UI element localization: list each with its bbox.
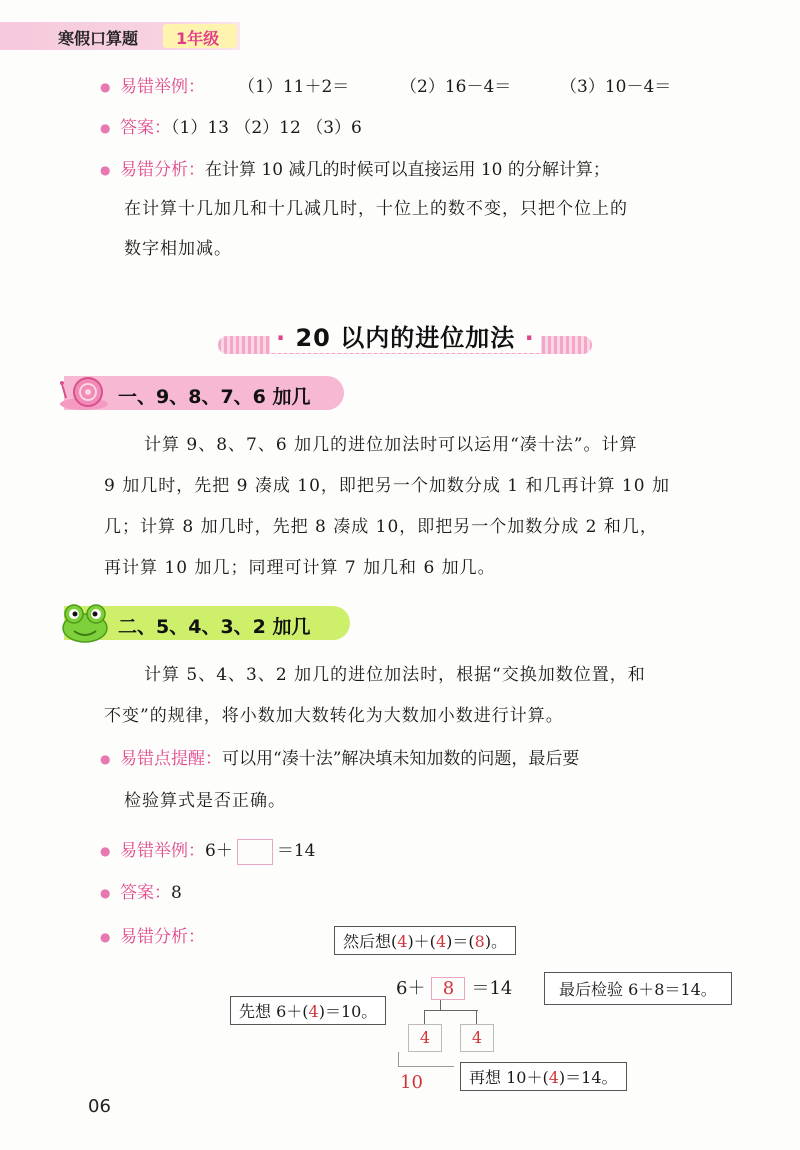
sub1-line-1: 计算 9、8、7、6 加几的进位加法时可以运用“凑十法”。计算 [144, 435, 638, 455]
sub1-line-3: 几；计算 8 加几时，先把 8 凑成 10，即把另一个加数分成 2 和几， [104, 517, 658, 537]
sub2-example-line [100, 836, 315, 866]
tip-label: 易错点提醒： [120, 749, 222, 769]
example-label: 易错举例： [120, 841, 205, 861]
example-item-2: （2）16－4＝ [400, 77, 512, 97]
example-item-1: （1）11＋2＝ [238, 77, 350, 97]
split-line [476, 1010, 477, 1024]
tip-line-1: 可以用“凑十法”解决填未知加数的问题，最后要 [222, 749, 580, 769]
example-label: 易错举例： [120, 77, 205, 97]
page-number: 06 [88, 1096, 111, 1117]
analysis-line-2: 在计算十几加几和十几减几时，十位上的数不变，只把个位上的 [124, 199, 628, 219]
answer-value: 8 [171, 883, 182, 903]
answer-text: （1）13 （2）12 （3）6 [171, 118, 362, 138]
section-title: · 20 以内的进位加法 · [270, 318, 541, 353]
bullet-icon: ● [100, 844, 111, 858]
snail-icon [58, 372, 110, 412]
bullet-icon: ● [100, 80, 111, 94]
example-left: 6＋ [205, 841, 233, 861]
tip-line-2: 检验算式是否正确。 [124, 791, 286, 811]
sub2-analysis-line [100, 922, 205, 952]
analysis-line-3: 数字相加减。 [124, 239, 232, 259]
sub2-line-1: 计算 5、4、3、2 加几的进位加法时，根据“交换加数位置，和 [144, 665, 646, 685]
bullet-icon: ● [100, 121, 111, 135]
sub2-line-2: 不变”的规律，将小数加大数转化为大数加小数进行计算。 [104, 706, 564, 726]
answer-label: 答案： [120, 118, 171, 138]
tip-line [100, 744, 579, 774]
bullet-icon: ● [100, 930, 111, 944]
sub1-line-4: 再计算 10 加几；同理可计算 7 加几和 6 加几。 [104, 558, 496, 578]
equation: 6＋ 8 ＝14 [396, 978, 513, 999]
frog-icon [60, 600, 110, 644]
intro-analysis-line [100, 155, 610, 185]
analysis-line-1: 在计算 10 减几的时候可以直接运用 10 的分解计算； [205, 160, 610, 180]
grade-label: 1年级 [176, 29, 220, 48]
then-think-bubble: 然后想(4)＋(4)＝(8)。 [334, 926, 516, 955]
example-right: ＝14 [276, 841, 316, 861]
analysis-label: 易错分析： [120, 927, 205, 947]
example-item-3: （3）10－4＝ [560, 77, 672, 97]
intro-answer-line [100, 113, 362, 143]
bullet-icon: ● [100, 886, 111, 900]
intro-example-line [100, 72, 205, 102]
bracket-line [398, 1066, 454, 1067]
sub2-answer-line [100, 878, 182, 908]
split-line [424, 1010, 478, 1011]
blank-box [237, 839, 273, 865]
first-think-bubble: 先想 6＋(4)＝10。 [230, 996, 386, 1025]
split-left-box: 4 [408, 1024, 442, 1052]
book-title: 寒假口算题 [58, 29, 139, 48]
bullet-icon: ● [100, 752, 111, 766]
split-line [424, 1010, 425, 1024]
answer-label: 答案： [120, 883, 171, 903]
analysis-label: 易错分析： [120, 160, 205, 180]
bullet-icon: ● [100, 163, 111, 177]
again-think-bubble: 再想 10＋(4)＝14。 [460, 1062, 627, 1091]
split-right-box: 4 [460, 1024, 494, 1052]
sub1-line-2: 9 加几时，先把 9 凑成 10，即把另一个加数分成 1 和几再计算 10 加 [104, 476, 670, 496]
check-bubble: 最后检验 6＋8＝14。 [544, 972, 732, 1005]
split-line [440, 1000, 441, 1010]
ten-value: 10 [400, 1072, 423, 1093]
sub2-heading: 二、5、4、3、2 加几 [118, 616, 311, 638]
sub1-heading: 一、9、8、7、6 加几 [118, 386, 311, 408]
bracket-line [398, 1052, 399, 1066]
